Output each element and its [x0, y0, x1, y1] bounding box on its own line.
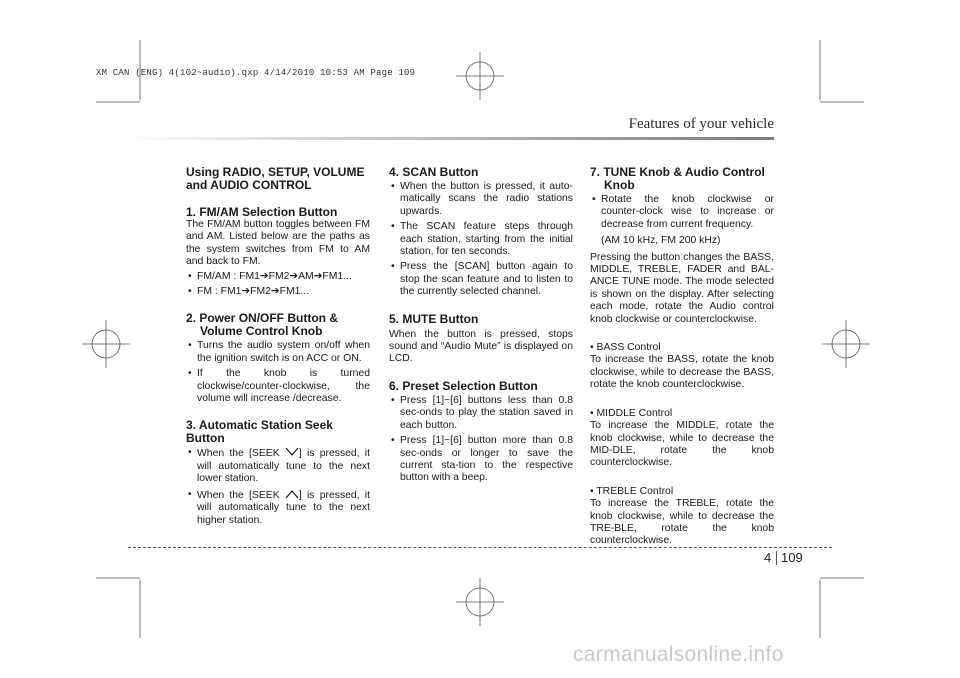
- list-item: • Turns the audio system on/off when the ignition switch is on ACC or ON.: [186, 340, 370, 365]
- section-1-body: The FM/AM button toggles between FM and AM. Listed below are the paths as the system switches from FM to AM and back to FM.: [186, 219, 370, 268]
- list-item: • If the knob is turned clockwise/counter-clockwise, the volume will increase /decrease.: [186, 368, 370, 405]
- intro-heading: Using RADIO, SETUP, VOLUME and AUDIO CONTROL: [186, 165, 365, 192]
- frequency-step: (AM 10 kHz, FM 200 kHz): [601, 235, 721, 247]
- middle-label: • MIDDLE Control: [590, 407, 673, 419]
- file-stamp: XM CAN (ENG) 4(102~audio).qxp 4/14/2010 10:53 AM Page 109: [96, 68, 416, 78]
- column-1: [186, 166, 370, 530]
- seek-text-pre: When the [SEEK: [197, 448, 280, 460]
- bass-label: • BASS Control: [590, 342, 661, 354]
- list-item: • FM/AM : FM1➔FM2➔AM➔FM1...: [186, 271, 370, 283]
- list-item: [186, 489, 370, 527]
- column-2: [389, 166, 573, 488]
- list-item: • Press [1]~[6] buttons less than 0.8 sec-onds to play the station saved in each button.: [389, 395, 573, 432]
- list-item: • Press [1]~[6] button more than 0.8 sec-onds or longer to save the current sta-tion to the respective button with a beep.: [389, 435, 573, 485]
- section-4-list: [389, 181, 573, 299]
- section-3-list: [186, 447, 370, 526]
- section-7-body: Pressing the button changes the BASS, MIDDLE, TREBLE, FADER and BAL-ANCE TUNE mode. The mode selected is shown on the display. After selecting each mode, rotate the Audio control knob clockwise or counterclockwise.: [590, 251, 774, 325]
- seek-text-pre: When the [SEEK: [197, 489, 280, 501]
- chapter-number: 4: [764, 550, 772, 565]
- middle-body: To increase the MIDDLE, rotate the knob clockwise, while to decrease the MID-DLE, rotate the knob counterclockwise.: [590, 420, 774, 469]
- seek-text-post: ] is pressed, it will automatically tune to the next lower station.: [197, 448, 370, 485]
- treble-body: To increase the TREBLE, rotate the knob clockwise, while to decrease the TRE-BLE, rotate the knob counterclockwise.: [590, 498, 774, 547]
- title-rule: [128, 137, 774, 140]
- section-2-list: [186, 340, 370, 405]
- section-1-list: [186, 271, 370, 299]
- page-number: 109: [781, 550, 803, 565]
- section-5-body: When the button is pressed, stops sound and “Audio Mute” is displayed on LCD.: [389, 328, 573, 365]
- chevron-up-icon: [285, 489, 299, 499]
- list-item: • Press the [SCAN] button again to stop the scan feature and to listen to the currently selected channel.: [389, 261, 573, 298]
- section-title: Features of your vehicle: [628, 116, 774, 132]
- seek-text-post: ] is pressed, it will automatically tune to the next higher station.: [197, 489, 370, 526]
- watermark: carmanualsonline.info: [573, 643, 784, 666]
- page-number-divider: [776, 551, 777, 565]
- section-2-heading: 2. Power ON/OFF Button & Volume Control Knob: [186, 311, 338, 339]
- list-item: • FM : FM1➔FM2➔FM1...: [186, 286, 370, 298]
- section-5-heading: 5. MUTE Button: [389, 311, 479, 326]
- section-6-list: [389, 395, 573, 485]
- section-3-heading: 3. Automatic Station Seek Button: [186, 418, 333, 446]
- section-6-heading: 6. Preset Selection Button: [389, 378, 538, 393]
- treble-label: • TREBLE Control: [590, 485, 674, 497]
- list-item: • The SCAN feature steps through each station, starting from the initial station, for ten seconds.: [389, 221, 573, 258]
- section-4-heading: 4. SCAN Button: [389, 165, 479, 179]
- list-item: • Rotate the knob clockwise or counter-clock wise to increase or decrease from current frequency.: [590, 194, 774, 231]
- column-3: [590, 166, 774, 548]
- list-item: • When the button is pressed, it auto-matically scans the radio stations upwards.: [389, 181, 573, 218]
- footer-rule: [128, 547, 832, 548]
- list-item: [186, 447, 370, 485]
- section-1-heading: 1. FM/AM Selection Button: [186, 205, 338, 219]
- bass-body: To increase the BASS, rotate the knob clockwise, while to decrease the BASS, rotate the knob counterclockwise.: [590, 354, 774, 391]
- section-7-list: [590, 194, 774, 231]
- chevron-down-icon: [285, 447, 299, 457]
- section-7-heading: 7. TUNE Knob & Audio Control Knob: [590, 165, 765, 192]
